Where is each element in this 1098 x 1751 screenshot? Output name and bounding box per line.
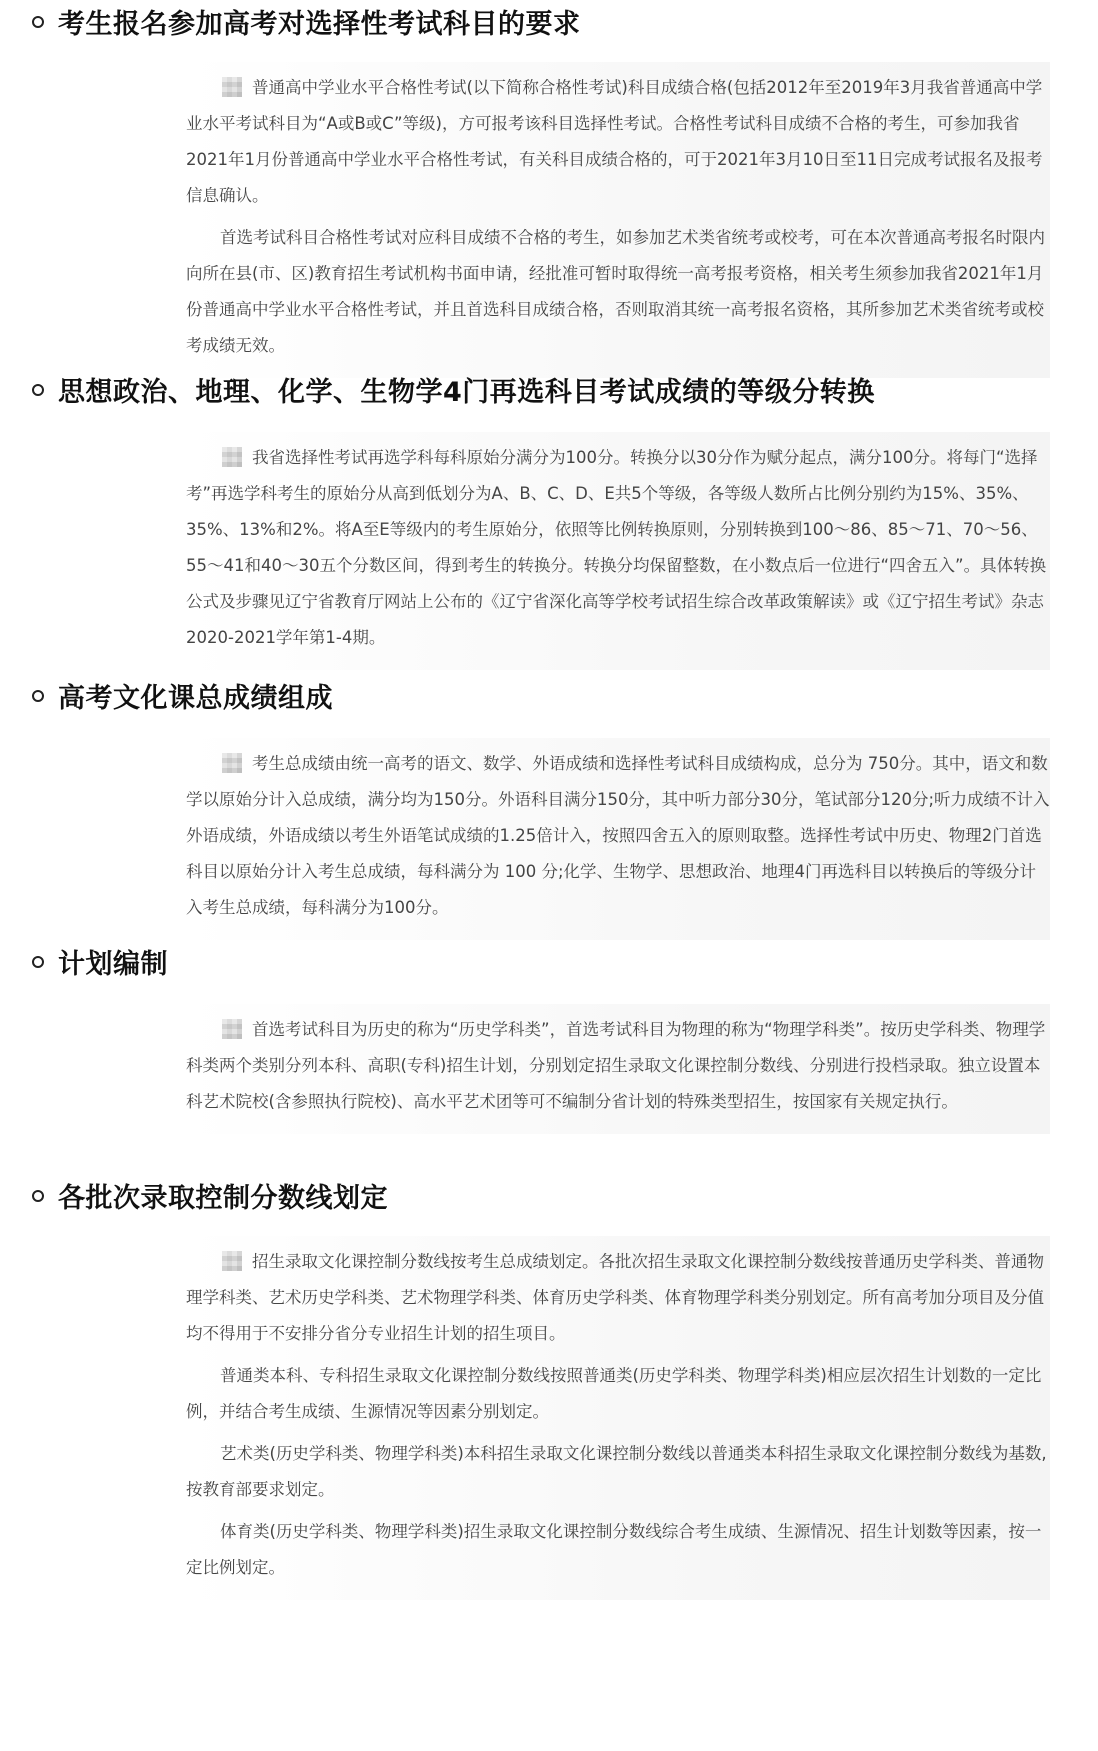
heading-text: 计划编制 xyxy=(58,949,168,980)
paragraph: 普通类本科、专科招生录取文化课控制分数线按照普通类(历史学科类、物理学科类)相应层次招生计划数的一定比例，并结合考生成绩、生源情况等因素分别划定。 xyxy=(186,1366,1042,1421)
pixelated-image-icon xyxy=(222,447,242,467)
circle-bullet-icon xyxy=(32,384,44,396)
pixelated-image-icon xyxy=(222,77,242,97)
pixelated-image-icon xyxy=(222,1019,242,1039)
section-body xyxy=(186,1004,1050,1134)
section-body xyxy=(186,738,1050,940)
paragraph: 招生录取文化课控制分数线按考生总成绩划定。各批次招生录取文化课控制分数线按普通历史学科类、普通物理学科类、艺术历史学科类、艺术物理学科类、体育历史学科类、体育物理学科类分别划定。所有高考加分项目及分值均不得用于不安排分省分专业招生计划的招生项目。 xyxy=(186,1252,1044,1343)
section-body xyxy=(186,1236,1050,1600)
section-heading xyxy=(32,1176,388,1215)
section-heading xyxy=(32,676,333,715)
circle-bullet-icon xyxy=(32,1190,44,1202)
section-body xyxy=(186,432,1050,670)
heading-text: 各批次录取控制分数线划定 xyxy=(58,1183,388,1214)
heading-text: 考生报名参加高考对选择性考试科目的要求 xyxy=(58,9,581,40)
paragraph: 首选考试科目合格性考试对应科目成绩不合格的考生，如参加艺术类省统考或校考，可在本次普通高考报名时限内向所在县(市、区)教育招生考试机构书面申请，经批准可暂时取得统一高考报考资格，相关考生须参加我省2021年1月份普通高中学业水平合格性考试，并且首选科目成绩合格，否则取消其统一高考报名资格，其所参加艺术类省统考或校考成绩无效。 xyxy=(186,228,1045,355)
circle-bullet-icon xyxy=(32,956,44,968)
paragraph: 考生总成绩由统一高考的语文、数学、外语成绩和选择性考试科目成绩构成，总分为 750分。其中，语文和数学以原始分计入总成绩，满分均为150分。外语科目满分150分，其中听力部分30分，笔试部分120分;听力成绩不计入外语成绩，外语成绩以考生外语笔试成绩的1.25倍计入，按照四舍五入的原则取整。选择性考试中历史、物理2门首选科目以原始分计入考生总成绩，每科满分为 100 分;化学、生物学、思想政治、地理4门再选科目以转换后的等级分计入考生总成绩，每科满分为100分。 xyxy=(186,754,1050,917)
section-heading xyxy=(32,370,875,409)
heading-text: 高考文化课总成绩组成 xyxy=(58,683,333,714)
paragraph: 首选考试科目为历史的称为“历史学科类”，首选考试科目为物理的称为“物理学科类”。按历史学科类、物理学科类两个类别分列本科、高职(专科)招生计划，分别划定招生录取文化课控制分数线、分别进行投档录取。独立设置本科艺术院校(含参照执行院校)、高水平艺术团等可不编制分省计划的特殊类型招生，按国家有关规定执行。 xyxy=(186,1020,1046,1111)
circle-bullet-icon xyxy=(32,16,44,28)
paragraph: 艺术类(历史学科类、物理学科类)本科招生录取文化课控制分数线以普通类本科招生录取文化课控制分数线为基数,按教育部要求划定。 xyxy=(186,1444,1047,1499)
paragraph: 我省选择性考试再选学科每科原始分满分为100分。转换分以30分作为赋分起点，满分100分。将每门“选择考”再选学科考生的原始分从高到低划分为A、B、C、D、E共5个等级，各等级人数所占比例分别约为15%、35%、35%、13%和2%。将A至E等级内的考生原始分，依照等比例转换原则，分别转换到100～86、85～71、70～56、55～41和40～30五个分数区间，得到考生的转换分。转换分均保留整数，在小数点后一位进行“四舍五入”。具体转换公式及步骤见辽宁省教育厅网站上公布的《辽宁省深化高等学校考试招生综合改革政策解读》或《辽宁招生考试》杂志2020-2021学年第1-4期。 xyxy=(186,448,1047,647)
circle-bullet-icon xyxy=(32,690,44,702)
section-heading xyxy=(32,2,581,41)
heading-text: 思想政治、地理、化学、生物学4门再选科目考试成绩的等级分转换 xyxy=(58,377,875,408)
paragraph: 普通高中学业水平合格性考试(以下简称合格性考试)科目成绩合格(包括2012年至2019年3月我省普通高中学业水平考试科目为“A或B或C”等级)，方可报考该科目选择性考试。合格性考试科目成绩不合格的考生，可参加我省2021年1月份普通高中学业水平合格性考试，有关科目成绩合格的，可于2021年3月10日至11日完成考试报名及报考信息确认。 xyxy=(186,78,1043,205)
section-heading xyxy=(32,942,168,981)
pixelated-image-icon xyxy=(222,1251,242,1271)
section-body xyxy=(186,62,1050,378)
paragraph: 体育类(历史学科类、物理学科类)招生录取文化课控制分数线综合考生成绩、生源情况、招生计划数等因素，按一定比例划定。 xyxy=(186,1522,1042,1577)
pixelated-image-icon xyxy=(222,753,242,773)
